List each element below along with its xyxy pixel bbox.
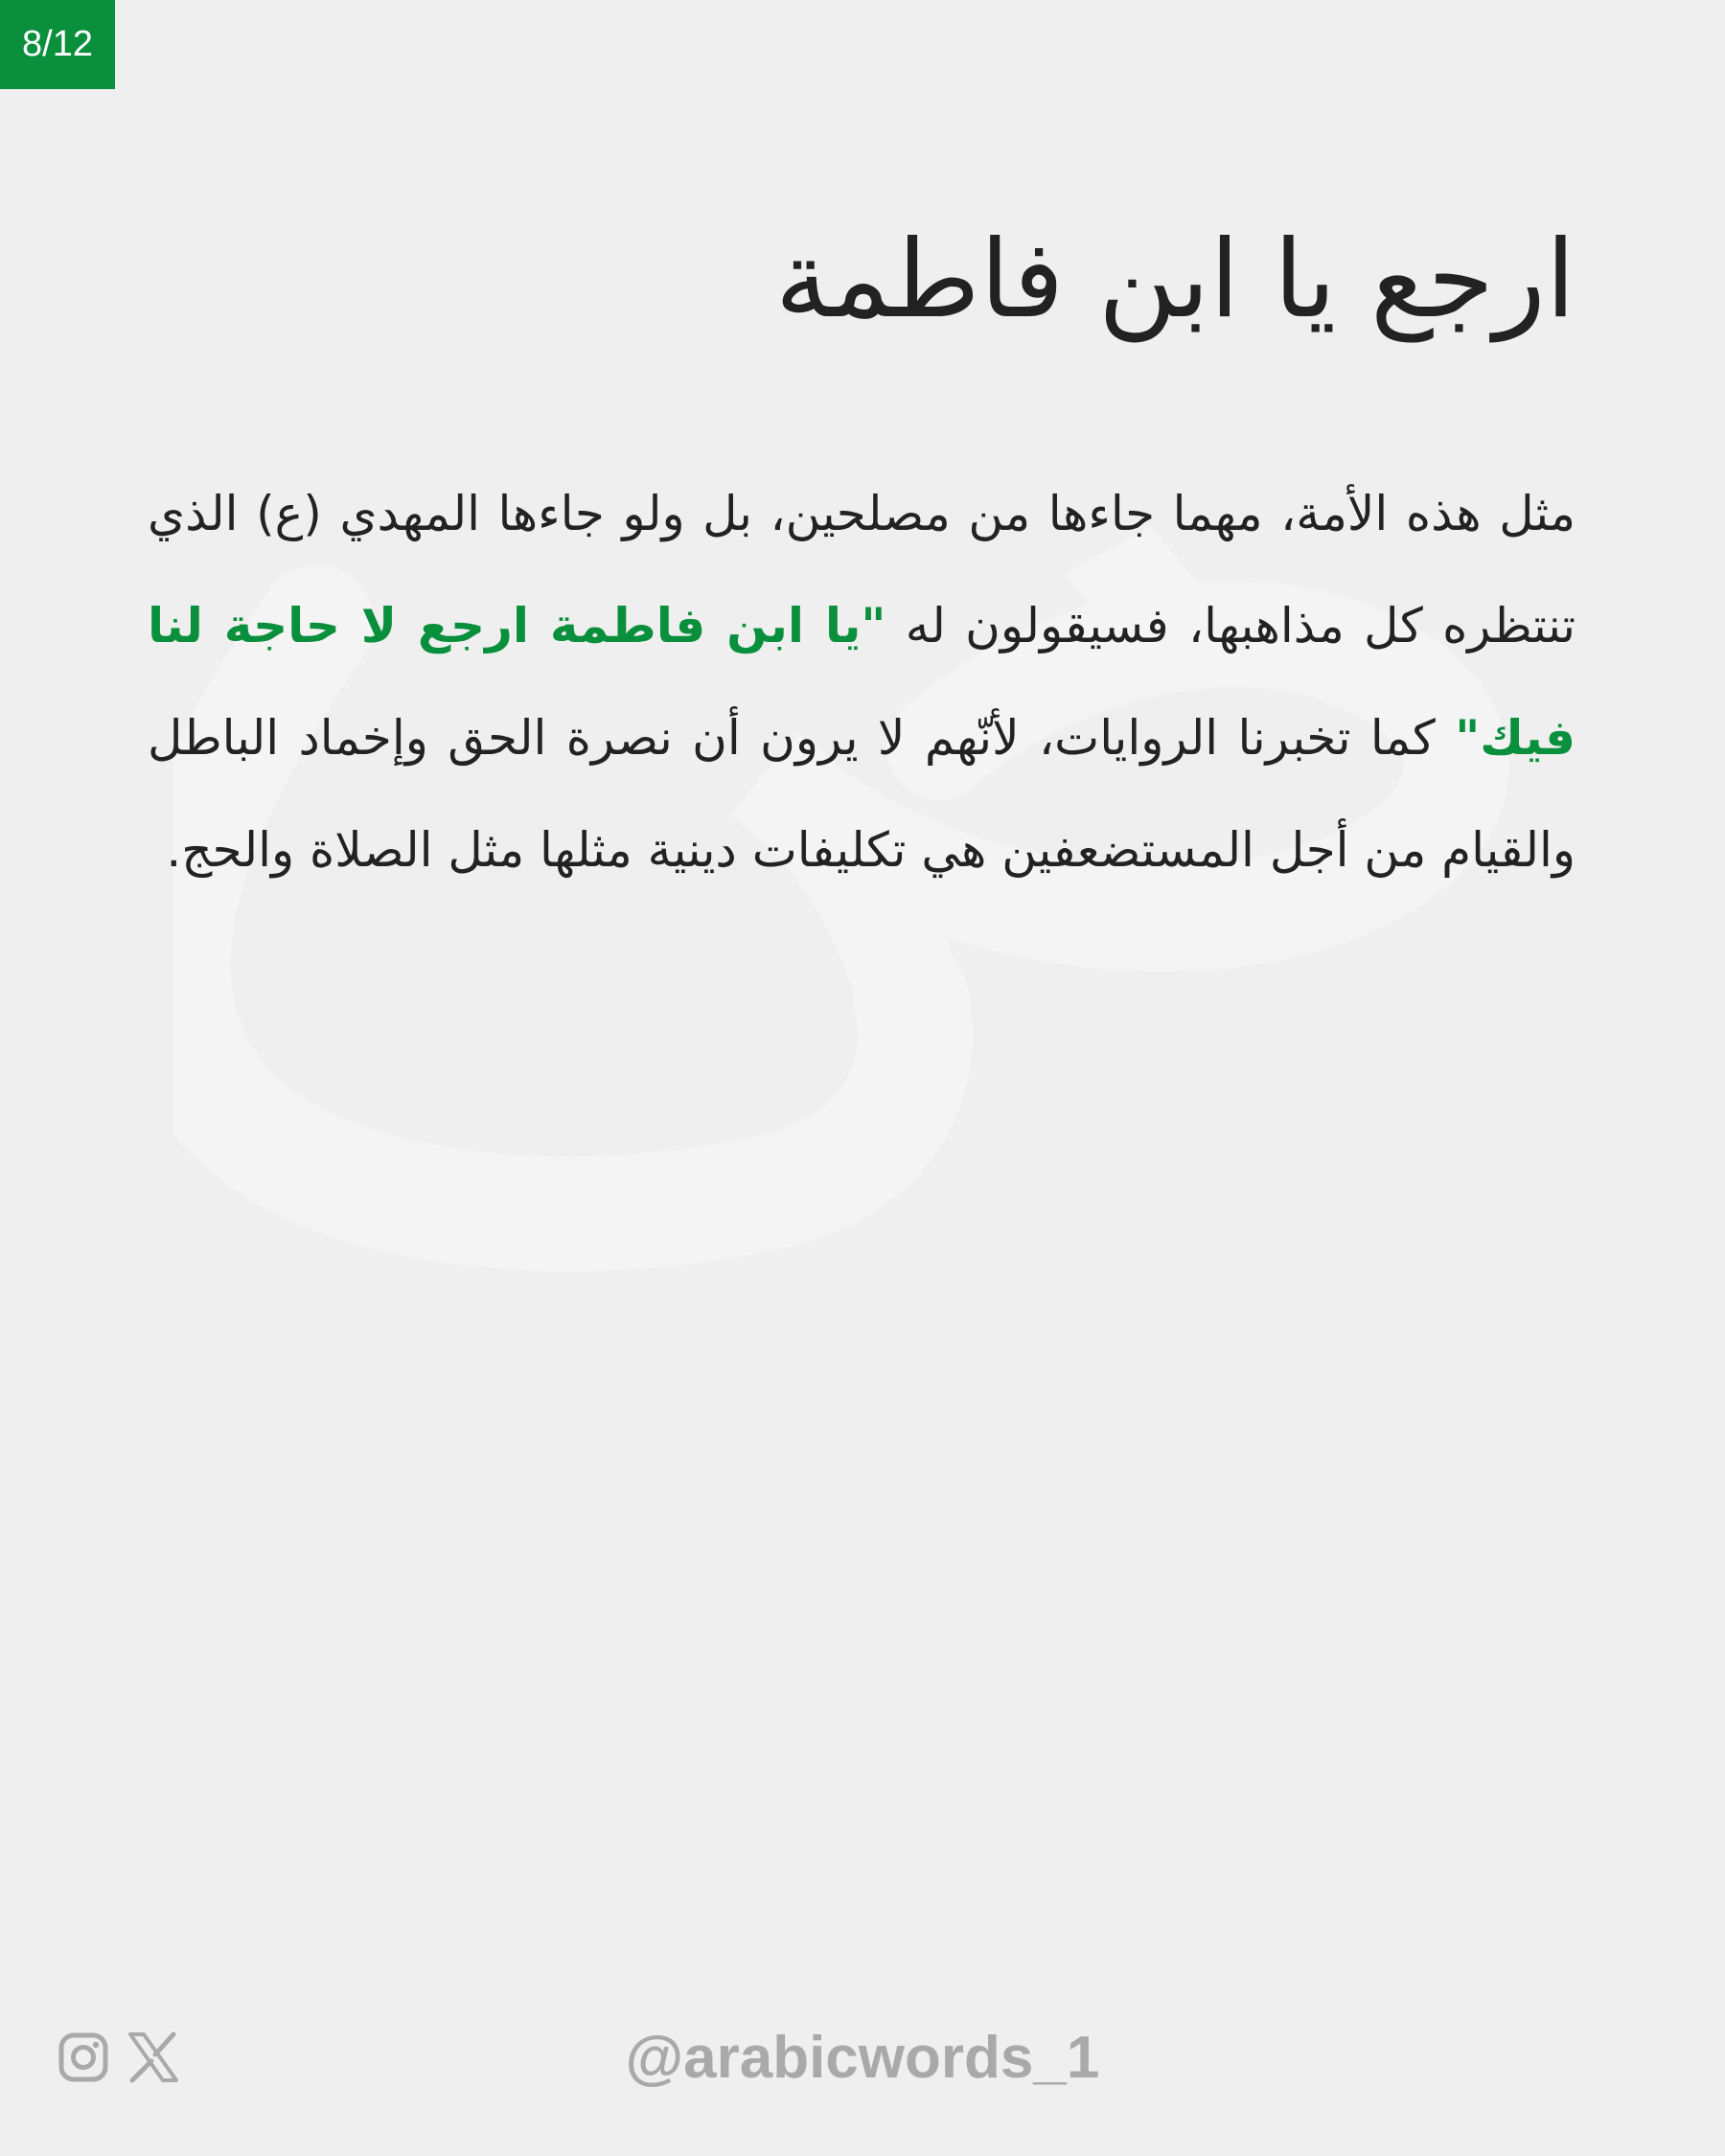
page-title: ارجع يا ابن فاطمة [774, 218, 1576, 342]
body-paragraph [148, 458, 1576, 906]
page-indicator-badge: 8/12 [0, 0, 115, 89]
highlighted-quote: "يا ابن فاطمة ارجع لا حاجة لنا فيك" [148, 598, 1576, 766]
body-text-after: كما تخبرنا الروايات، لأنّهم لا يرون أن نصرة الحق وإخماد الباطل والقيام من أجل المستضعفين هي تكليفات دينية مثلها مثل الصلاة والحج. [148, 710, 1576, 878]
body-text-before: مثل هذه الأمة، مهما جاءها من مصلحين، بل ولو جاءها المهدي (ع) الذي تنتظره كل مذاهبها، فسيقولون له [148, 486, 1576, 654]
account-handle: @arabicwords_1 [625, 2025, 1100, 2091]
